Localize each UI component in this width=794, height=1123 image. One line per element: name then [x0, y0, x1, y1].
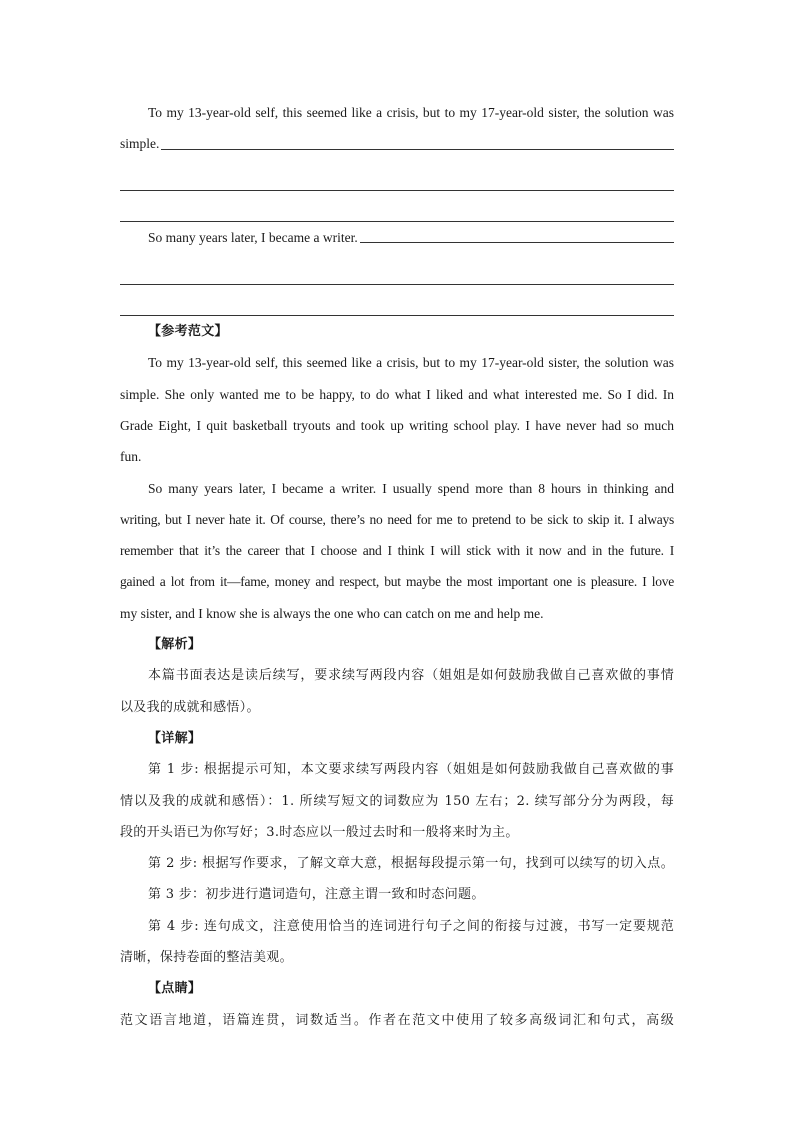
document-page: [120, 97, 674, 1036]
comment-heading: 【点睛】: [148, 981, 202, 997]
details-line: 第 1 步: 根据提示可知，本文要求续写两段内容（姐姐是如何鼓励我做自己喜欢做的事: [148, 762, 674, 778]
answer-blank-line[interactable]: [120, 160, 674, 191]
reference-line: fun.: [120, 449, 142, 465]
reference-line: gained a lot from it—fame, money and respect, but maybe the most important one is pleasure. I love: [120, 574, 674, 590]
reference-line: my sister, and I know she is always the one who can catch on me and help me.: [120, 605, 544, 621]
analysis-heading: 【解析】: [148, 637, 202, 653]
reference-line: So many years later, I became a writer. I usually spend more than 8 hours in thinking and: [148, 480, 674, 496]
reference-line: remember that it’s the career that I choose and I think I will stick with it now and in the future. I: [120, 543, 674, 559]
details-line: 第 2 步: 根据写作要求，了解文章大意，根据每段提示第一句，找到可以续写的切入点。: [148, 856, 674, 872]
answer-blank-line[interactable]: [120, 191, 674, 222]
reference-line: Grade Eight, I quit basketball tryouts and took up writing school play. I have never had so much: [120, 417, 674, 433]
details-line: 第 4 步: 连句成文，注意使用恰当的连词进行句子之间的衔接与过渡，书写一定要规范: [148, 918, 674, 934]
reference-line: writing, but I never hate it. Of course, there’s no need for me to pretend to be sick to skip it. I always: [120, 511, 674, 527]
reference-heading: 【参考范文】: [148, 324, 228, 340]
prompt-paragraph-1-line-1: To my 13-year-old self, this seemed like a crisis, but to my 17-year-old sister, the solution was: [148, 105, 674, 120]
details-line: 第 3 步：初步进行遣词造句，注意主谓一致和时态问题。: [148, 887, 485, 903]
analysis-line: 以及我的成就和感悟）。: [120, 699, 260, 715]
details-line: 清晰，保持卷面的整洁美观。: [120, 950, 293, 966]
answer-blank-line[interactable]: [120, 285, 674, 316]
answer-blank[interactable]: [360, 241, 674, 243]
answer-blank[interactable]: [161, 148, 674, 150]
prompt-paragraph-2-line-1: [120, 222, 674, 253]
details-heading: 【详解】: [148, 730, 202, 746]
details-line: 情以及我的成就和感悟）：1. 所续写短文的词数应为 150 左右；2. 续写部分分为两段，每: [120, 793, 674, 809]
prompt-paragraph-1-line-2: [120, 128, 674, 159]
comment-line: 范文语言地道，语篇连贯，词数适当。作者在范文中使用了较多高级词汇和句式，高级: [120, 1012, 674, 1028]
reference-line: simple. She only wanted me to be happy, to do what I liked and what interested me. So I did. In: [120, 386, 674, 402]
prompt-paragraph-1-continuation: simple.: [120, 136, 160, 152]
details-line: 段的开头语已为你写好；3.时态应以一般过去时和一般将来时为主。: [120, 824, 519, 840]
analysis-line: 本篇书面表达是读后续写，要求续写两段内容（姐姐是如何鼓励我做自己喜欢做的事情: [148, 668, 674, 684]
prompt-paragraph-2-start: So many years later, I became a writer.: [148, 230, 358, 246]
reference-line: To my 13-year-old self, this seemed like a crisis, but to my 17-year-old sister, the solution was: [148, 355, 674, 371]
answer-blank-line[interactable]: [120, 253, 674, 284]
